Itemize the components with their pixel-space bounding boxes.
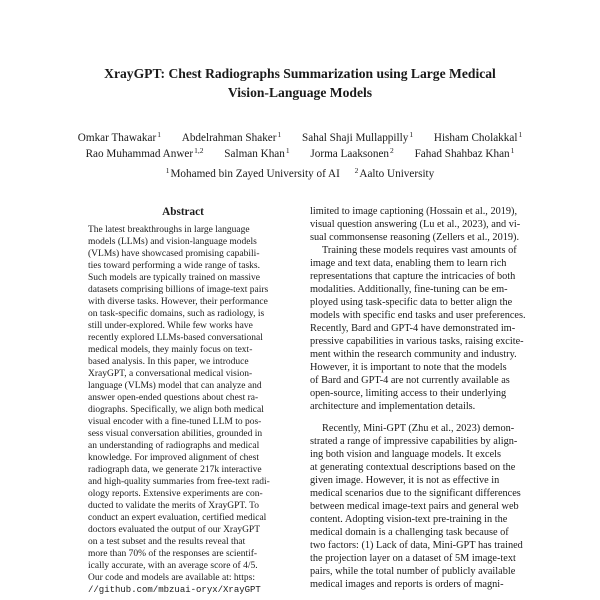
abstract-line: on task-specific domains, such as radiology, is xyxy=(88,309,265,319)
body-line: medical images and reports is orders of magni- xyxy=(310,579,504,590)
abstract-line: ducted to validate the merits of XrayGPT. To xyxy=(88,501,259,511)
abstract-line: knowledge. For improved alignment of chest xyxy=(88,453,259,463)
abstract-line: models (LLMs) and vision-language models xyxy=(88,237,257,247)
abstract-line: ology reports. Extensive experiments are con- xyxy=(88,489,263,499)
author: Omkar Thawakar$^1$ xyxy=(77,130,161,144)
abstract-line: based analysis. In this paper, we introduce xyxy=(88,357,249,367)
body-line: architecture and implementation details. xyxy=(310,401,476,412)
author: Hisham Cholakkal$^1$ xyxy=(433,130,523,144)
abstract-line: more than 70% of the responses are scientif- xyxy=(88,549,258,559)
affiliations xyxy=(20,163,580,182)
body-line: of Bard and GPT-4 are not currently available as xyxy=(310,375,510,386)
abstract-line: diographs. Specifically, we align both medical xyxy=(88,405,264,415)
abstract-line: The latest breakthroughs in large language xyxy=(88,225,250,235)
affiliation: $^2$Aalto University xyxy=(354,166,435,180)
abstract-line: datasets comprising billions of image-text pairs xyxy=(88,285,269,295)
author-row-2 xyxy=(20,143,580,162)
abstract-line: with diverse tasks. However, their performance xyxy=(88,297,268,307)
body-line: Training these models requires vast amounts of xyxy=(322,245,517,256)
body-line: representations that capture the intricacies of both xyxy=(310,271,516,282)
code-link[interactable]: //github.com/mbzuai-oryx/XrayGPT xyxy=(88,585,261,595)
body-line: the projection layer on a dataset of 5M image-text xyxy=(310,553,516,564)
body-line: models with specific end tasks and user preferences. xyxy=(310,310,526,321)
body-line: ployed using task-specific data to better align the xyxy=(310,297,513,308)
author: Salman Khan$^1$ xyxy=(224,146,290,160)
body-line: strated a range of impressive capabilities by align- xyxy=(310,436,518,447)
author: Fahad Shahbaz Khan$^1$ xyxy=(414,146,515,160)
body-line: between medical image-text pairs and general web xyxy=(310,501,519,512)
abstract-line: Such models are typically trained on massive xyxy=(88,273,261,283)
body-line: pairs, while the total number of publicly available xyxy=(310,566,516,577)
abstract-heading: Abstract xyxy=(162,206,204,218)
body-line: modalities. Additionally, fine-tuning can be em- xyxy=(310,284,508,295)
body-line: ment within the research community and industry. xyxy=(310,349,517,360)
affiliation: $^1$Mohamed bin Zayed University of AI xyxy=(165,166,340,180)
body-line: open-source, limiting access to their underlying xyxy=(310,388,507,399)
author: Abdelrahman Shaker$^1$ xyxy=(181,130,282,144)
body-line: given image. However, it is not as effective in xyxy=(310,475,500,486)
abstract-line: Our code and models are available at: https: xyxy=(88,573,255,583)
abstract-line: still under-explored. While few works have xyxy=(88,321,253,331)
abstract-line: ties toward performing a wide range of tasks. xyxy=(88,261,261,271)
abstract-line: medical models, they mainly focus on text- xyxy=(88,345,253,355)
abstract-line: ically accurate, with an average score of 4/5. xyxy=(88,561,258,571)
body-line: Recently, Mini-GPT (Zhu et al., 2023) demon- xyxy=(322,423,515,434)
body-line: ing both vision and language models. It excels xyxy=(310,449,502,460)
author: Rao Muhammad Anwer$^{1,2}$ xyxy=(85,146,204,160)
body-line: image and text data, enabling them to learn rich xyxy=(310,258,507,269)
body-line: medical domain is a challenging task because of xyxy=(310,527,509,538)
body-line: medical scenarios due to the significant differences xyxy=(310,488,521,499)
abstract-line: (VLMs) have showcased promising capabili- xyxy=(88,249,260,259)
abstract-line: an understanding of radiographs and medical xyxy=(88,441,260,451)
abstract-line: conduct an expert evaluation, certified medical xyxy=(88,513,267,523)
author: Sahal Shaji Mullappilly$^1$ xyxy=(302,130,414,144)
body-line: content. Adopting vision-text pre-training in the xyxy=(310,514,508,525)
body-line: However, it is important to note that the models xyxy=(310,362,507,373)
abstract-line: and high-quality summaries from free-text radi- xyxy=(88,477,270,487)
paper-title-line-1: XrayGPT: Chest Radiographs Summarization using Large Medical xyxy=(104,66,496,81)
paper-title-line-2: Vision-Language Models xyxy=(227,85,373,100)
abstract-line: visual encoder with a fine-tuned LLM to pos- xyxy=(88,417,262,427)
body-line: visual question answering (Lu et al., 2023), and vi- xyxy=(310,219,521,230)
abstract-line: radiograph data, we generate 217k interactive xyxy=(88,465,262,475)
abstract-line: XrayGPT, a conversational medical vision- xyxy=(88,369,253,379)
abstract-line: sess visual conversation abilities, grounded in xyxy=(88,429,263,439)
body-line: two factors: (1) Lack of data, Mini-GPT has trained xyxy=(310,540,523,551)
body-line: Recently, Bard and GPT-4 have demonstrated im- xyxy=(310,323,516,334)
abstract-line: on a test subset and the results reveal that xyxy=(88,537,246,547)
body-line: at generating contextual descriptions based on the xyxy=(310,462,516,473)
abstract-line: recently explored LLMs-based conversational xyxy=(88,333,263,343)
paper-title xyxy=(40,64,560,102)
body-line: sual commonsense reasoning (Zellers et al., 2019). xyxy=(310,232,520,243)
author: Jorma Laaksonen$^2$ xyxy=(310,146,394,160)
abstract-line: doctors evaluated the output of our XrayGPT xyxy=(88,525,261,535)
body-line: pressive capabilities in various tasks, raising excite- xyxy=(310,336,524,347)
abstract-line: language (VLMs) model that can analyze and xyxy=(88,381,262,391)
abstract-line: answer open-ended questions about chest ra- xyxy=(88,393,259,403)
body-line: limited to image captioning (Hossain et al., 2019), xyxy=(310,206,518,217)
